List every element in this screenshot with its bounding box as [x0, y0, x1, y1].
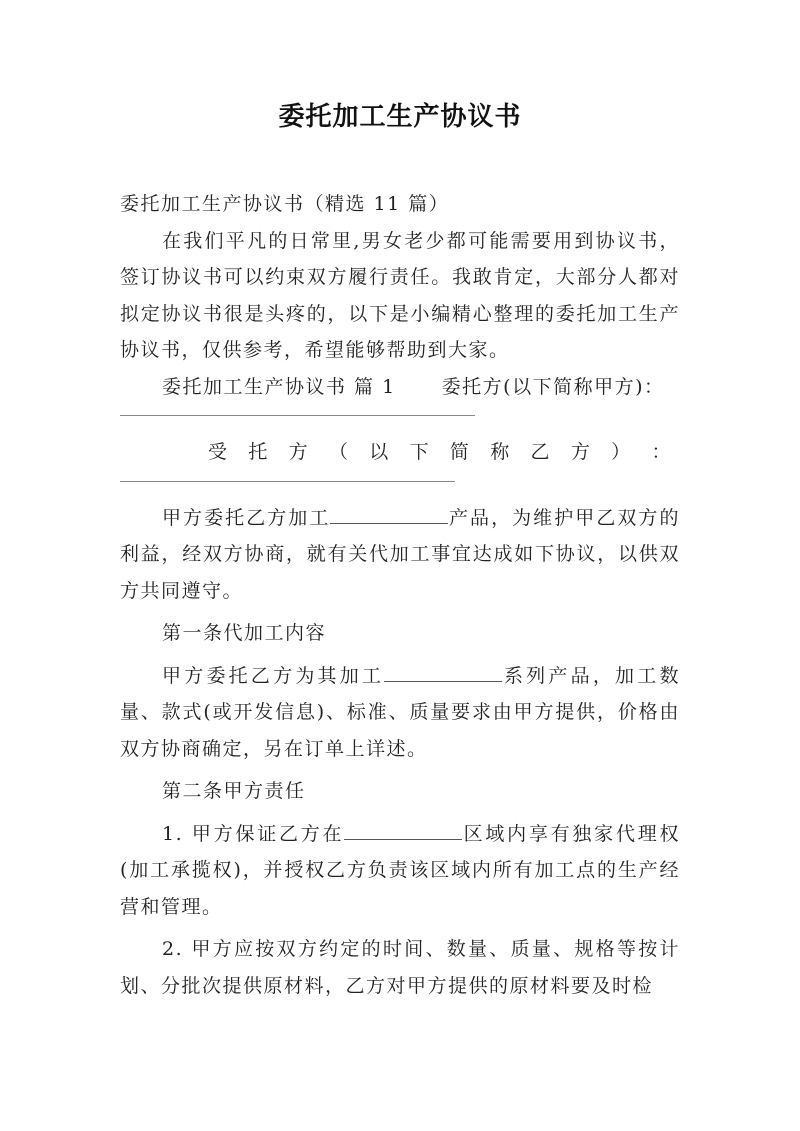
piece-heading: 委托加工生产协议书 篇 1 — [162, 375, 396, 398]
party-b-fill-line — [120, 481, 455, 482]
document-body — [120, 186, 680, 1004]
article-2-item-2: 2. 甲方应按双方约定的时间、数量、质量、规格等按计划、分批次提供原材料，乙方对甲方提供的原材料要及时检 — [120, 938, 680, 997]
article-2-item-1: 1. 甲方保证乙方在 区域内享有独家代理权(加工承揽权)，并授权乙方负责该区域内所有加工点的生产经营和管理。 — [120, 822, 680, 918]
party-b-label: 受 托 方 （ 以 下 简 称 乙 方 ） ： — [208, 441, 672, 463]
series-blank — [384, 663, 502, 682]
page-title: 委托加工生产协议书 — [278, 102, 522, 132]
region-blank — [344, 821, 462, 840]
intro-paragraph: 在我们平凡的日常里,男女老少都可能需要用到协议书，签订协议书可以约束双方履行责任。我敢肯定，大部分人都对拟定协议书很是头疼的，以下是小编精心整理的委托加工生产协议书，仅供参考，希望能够帮助到大家。 — [120, 229, 680, 361]
article-1-heading: 第一条代加工内容 — [162, 622, 327, 644]
article-1-paragraph: 甲方委托乙方为其加工 系列产品，加工数量、款式(或开发信息)、标准、质量要求由甲方提供，价格由双方协商确定，另在订单上详述。 — [120, 664, 680, 760]
article-2-heading: 第二条甲方责任 — [162, 780, 306, 802]
piece-heading-line — [120, 369, 680, 406]
paragraph-entrust: 甲方委托乙方加工 产品，为维护甲乙双方的利益，经双方协商，就有关代加工事宜达成如下协议，以供双方共同遵守。 — [120, 506, 680, 602]
subtitle: 委托加工生产协议书（精选 11 篇） — [120, 193, 450, 215]
party-a-label: 委托方(以下简称甲方)： — [441, 375, 665, 398]
party-a-fill-line — [120, 415, 475, 416]
product-blank — [330, 505, 448, 524]
